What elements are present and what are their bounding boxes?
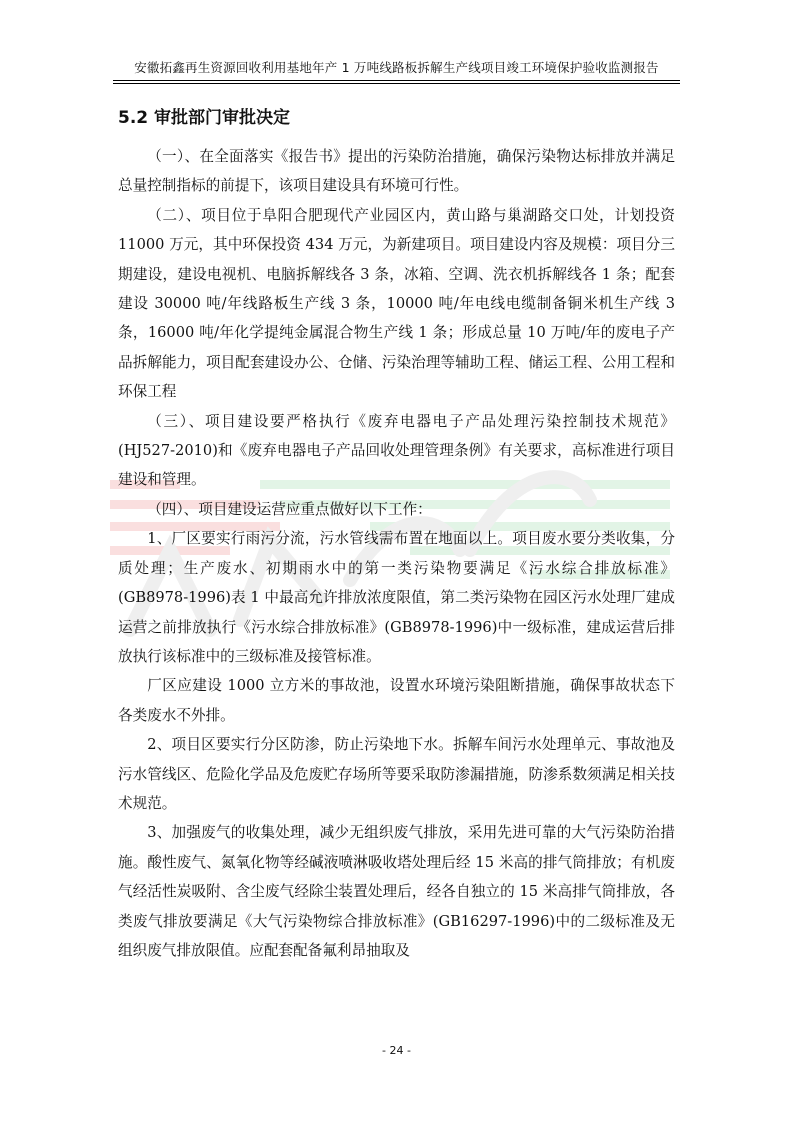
paragraph-8: 3、加强废气的收集处理，减少无组织废气排放，采用先进可靠的大气污染防治措施。酸性废气、氮氧化物等经碱液喷淋吸收塔处理后经 15 米高的排气筒排放；有机废气经活性炭吸附、含尘废气经除尘装置处理后，经各自独立的 15 米高排气筒排放，各类废气排放要满足《大气污染物综合排放标准》(GB16297-1996)中的二级标准及无组织废气排放限值。应配套配备氟利昂抽取及 [118,824,675,959]
paragraph-2: （二）、项目位于阜阳合肥现代产业园区内，黄山路与巢湖路交口处，计划投资 11000 万元，其中环保投资 434 万元，为新建项目。项目建设内容及规模：项目分三期建设，建设电视机、电脑拆解线各 3 条，冰箱、空调、洗衣机拆解线各 1 条；配套建设 30000 吨/年线路板生产线 3 条，10000 吨/年电线电缆制备铜米机生产线 3 条，16000 吨/年化学提纯金属混合物生产线 1 条；形成总量 10 万吨/年的废电子产品拆解能力，项目配套建设办公、仓储、污染治理等辅助工程、储运工程、公用工程和环保工程 [118,206,675,401]
paragraph-3: （三）、项目建设要严格执行《废弃电器电子产品处理污染控制技术规范》(HJ527-2010)和《废弃电器电子产品回收处理管理条例》有关要求，高标准进行项目建设和管理。 [118,412,675,489]
paragraph-6: 厂区应建设 1000 立方米的事故池，设置水环境污染阻断措施，确保事故状态下各类废水不外排。 [118,677,675,724]
running-header: 安徽拓鑫再生资源回收利用基地年产 1 万吨线路板拆解生产线项目竣工环境保护验收监测报告 [113,58,680,81]
paragraph-4: （四）、项目建设运营应重点做好以下工作： [147,500,432,518]
page-number: - 24 - [382,1044,411,1057]
paragraph-5: 1、厂区要实行雨污分流，污水管线需布置在地面以上。项目废水要分类收集，分质处理；生产废水、初期雨水中的第一类污染物要满足《污水综合排放标准》(GB8978-1996)表 1 中最高允许排放浓度限值，第二类污染物在园区污水处理厂建成运营之前排放执行《污水综合排放标准》(GB8978-1996)中一级标准，建成运营后排放执行该标准中的三级标准及接管标准。 [118,530,675,665]
body-text [118,142,675,965]
paragraph-1: （一）、在全面落实《报告书》提出的污染防治措施，确保污染物达标排放并满足总量控制指标的前提下，该项目建设具有环境可行性。 [118,148,675,195]
section-heading: 5.2 审批部门审批决定 [118,108,291,128]
paragraph-7: 2、项目区要实行分区防渗，防止污染地下水。拆解车间污水处理单元、事故池及污水管线区、危险化学品及危废贮存场所等要采取防渗漏措施，防渗系数须满足相关技术规范。 [118,736,675,812]
